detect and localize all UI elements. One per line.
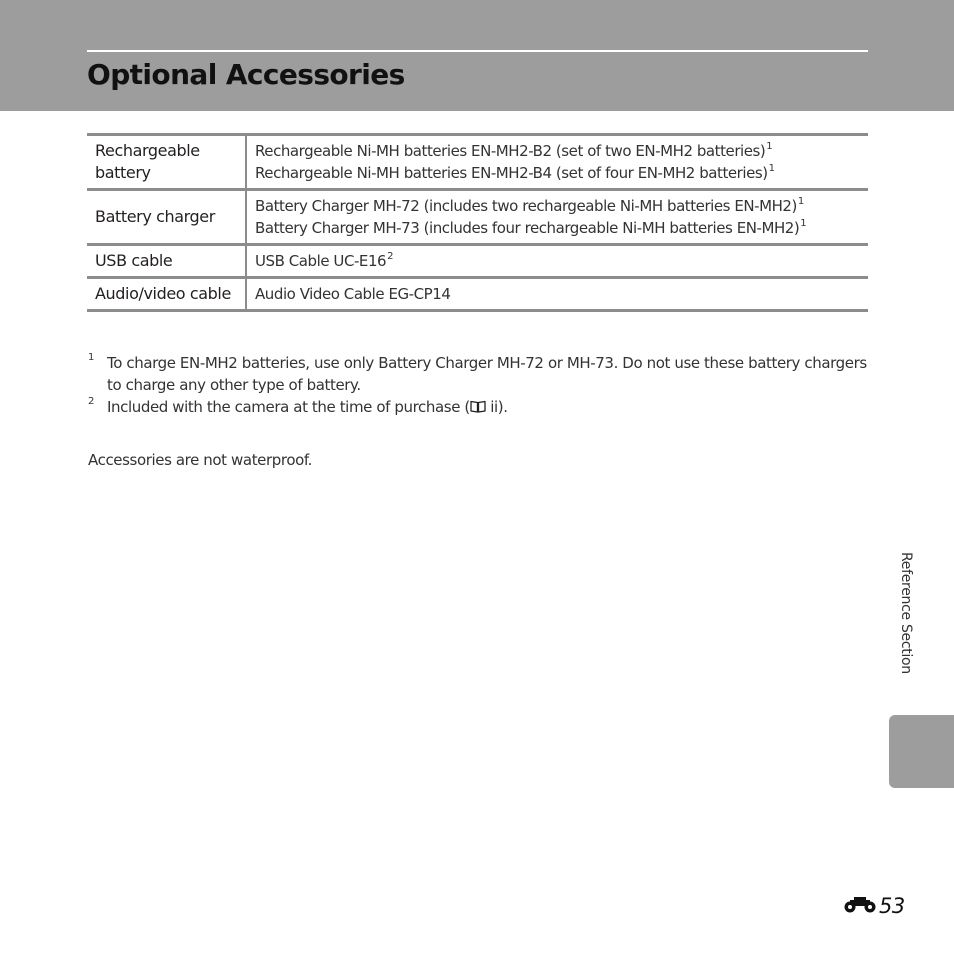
header-band bbox=[0, 0, 954, 111]
footnote-text: To charge EN-MH2 batteries, use only Battery Charger MH-72 or MH-73. Do not use these battery chargers to charge any other type of battery. bbox=[107, 354, 867, 394]
item-line: Rechargeable Ni-MH batteries EN-MH2-B2 (set of two EN-MH2 batteries)$^1$ bbox=[255, 141, 773, 160]
footnote bbox=[87, 352, 868, 396]
page-number-text: 53 bbox=[879, 894, 905, 918]
binoculars-icon bbox=[842, 894, 878, 918]
category-cell: USB cable bbox=[87, 245, 246, 278]
header-rule bbox=[87, 50, 868, 52]
waterproof-note: Accessories are not waterproof. bbox=[88, 451, 313, 469]
book-icon bbox=[470, 397, 486, 410]
table-row bbox=[87, 190, 868, 245]
footnote-ref: 1 bbox=[800, 218, 807, 229]
item-line: Rechargeable Ni-MH batteries EN-MH2-B4 (set of four EN-MH2 batteries)$^1$ bbox=[255, 163, 775, 182]
table-row bbox=[87, 245, 868, 278]
category-cell: Battery charger bbox=[87, 190, 246, 245]
table-row bbox=[87, 135, 868, 190]
items-cell bbox=[246, 245, 868, 278]
footnote-text: ii). bbox=[485, 398, 508, 416]
category-cell: Rechargeable battery bbox=[87, 135, 246, 190]
item-line: USB Cable $UC-E16^2$ bbox=[255, 251, 394, 270]
footnote-text: Included with the camera at the time of purchase ( bbox=[107, 398, 470, 416]
category-cell: Audio/video cable bbox=[87, 278, 246, 311]
section-label: Reference Section bbox=[898, 552, 914, 674]
footnote-ref: 1 bbox=[766, 141, 773, 152]
footnote-ref: 2 bbox=[387, 251, 394, 262]
page-number bbox=[842, 892, 905, 920]
footnote-ref: 1 bbox=[797, 196, 804, 207]
footnote-ref: 1 bbox=[768, 163, 775, 174]
footnote-mark: 2 bbox=[88, 396, 94, 407]
table-row bbox=[87, 278, 868, 311]
footnotes bbox=[87, 352, 868, 418]
items-cell bbox=[246, 278, 868, 311]
item-line: Battery Charger MH-73 (includes four rechargeable Ni-MH batteries EN-MH2)$^1$ bbox=[255, 218, 807, 237]
items-cell bbox=[246, 190, 868, 245]
accessories-table bbox=[87, 133, 868, 312]
footnote-mark: 1 bbox=[88, 352, 94, 363]
page-title: Optional Accessories bbox=[87, 58, 405, 91]
items-cell bbox=[246, 135, 868, 190]
section-tab bbox=[889, 715, 954, 788]
footnote bbox=[87, 396, 868, 418]
item-line: Battery Charger MH-72 (includes two rechargeable Ni-MH batteries EN-MH2)$^1$ bbox=[255, 196, 804, 215]
item-line: Audio Video Cable EG-CP14 bbox=[255, 285, 451, 303]
